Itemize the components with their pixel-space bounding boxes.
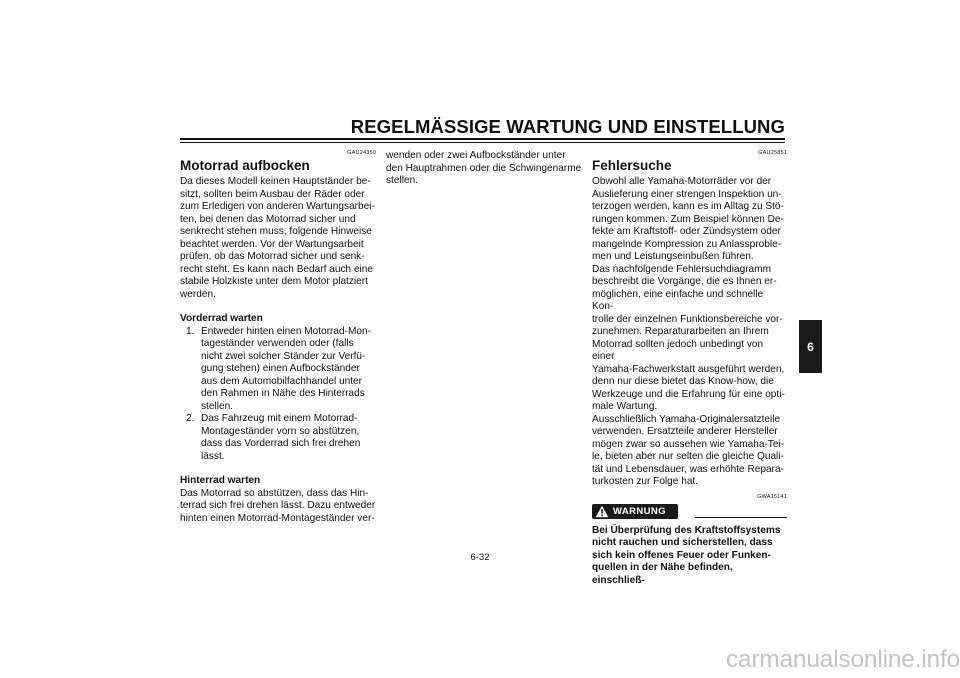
text-line: Obwohl alle Yamaha-Motorräder vor der — [592, 176, 772, 187]
text-line: sich kein offenes Feuer oder Funken- — [592, 549, 771, 561]
text-line: den Hauptrahmen oder die Schwingenarme — [386, 162, 582, 174]
step-number: 1. — [186, 325, 195, 337]
text-line: prüfen, ob das Motorrad sicher und senk- — [180, 251, 365, 262]
text-line: dass das Vorderrad sich frei drehen — [201, 438, 361, 449]
text-line: terrad sich frei drehen lässt. Dazu entweder — [180, 500, 376, 511]
text-line: quellen in der Nähe befinden, einschließ- — [592, 562, 733, 586]
text-line: Da dieses Modell keinen Hauptständer be- — [180, 176, 371, 187]
subheading-vorderrad: Vorderrad warten — [180, 313, 263, 324]
text-line: trolle der einzelnen Funktionsbereiche vor- — [592, 313, 783, 325]
text-line: zum Erledigen von anderen Wartungsarbei- — [180, 201, 375, 212]
text-line: hinten einen Motorrad-Montageständer ver- — [180, 512, 375, 524]
text-line: mögen zwar so aussehen wie Yamaha-Tei- — [592, 438, 785, 450]
text-line: gung stehen) einen Aufbockständer — [201, 363, 360, 374]
text-line: wenden oder zwei Aufbockständer unter — [386, 150, 566, 161]
text-line: zunehmen. Reparaturarbeiten an Ihrem — [592, 326, 769, 337]
text-line: Das Motorrad so abstützen, dass das Hin- — [180, 487, 369, 499]
text-line: möglichen, eine einfache und schnelle Kon- — [592, 288, 764, 312]
text-line: Auslieferung einer strengen Inspektion un- — [592, 188, 782, 200]
list-item — [180, 326, 376, 414]
text-line: recht steht. Es kann nach Bedarf auch eine — [180, 263, 374, 275]
text-line: nicht rauchen und sicherstellen, dass — [592, 537, 773, 548]
text-line: Entweder hinten einen Motorrad-Mon- — [201, 325, 372, 337]
text-line: mangelnde Kompression zu Anlassproble- — [592, 238, 782, 250]
section-title-fehlersuche: Fehlersuche — [592, 158, 672, 173]
text-line: verwenden. Ersatzteile anderer Hersteller — [592, 426, 778, 437]
warning-triangle-icon — [595, 505, 609, 518]
text-line: tät und Lebensdauer, was erhöhte Repara- — [592, 463, 784, 475]
troubleshooting-paragraph — [592, 176, 787, 489]
text-line: senkrecht stehen muss, folgende Hinweise — [180, 226, 372, 237]
text-line: rungen kommen. Zum Beispiel können De- — [592, 213, 784, 225]
text-line: werden. — [180, 288, 216, 300]
text-line: ten, bei denen das Motorrad sicher und — [180, 213, 356, 225]
warning-label: WARNUNG — [613, 505, 666, 517]
warning-badge — [592, 504, 678, 519]
text-line: beschreibt die Vorgänge, die es Ihnen er- — [592, 276, 777, 287]
column-right — [592, 150, 787, 587]
column-middle — [386, 150, 582, 188]
text-line: Montageständer vorn so abstützen, — [201, 425, 360, 437]
text-line: stellen. — [201, 400, 233, 412]
text-line: sitzt, sollten beim Ausbau der Räder oder — [180, 188, 365, 200]
section-code: GAU25851 — [758, 150, 787, 156]
warning-rule — [695, 517, 787, 518]
header-rule-thick — [180, 138, 785, 140]
text-line: Das nachfolgende Fehlersuchdiagramm — [592, 263, 771, 275]
list-item — [180, 413, 376, 463]
text-line: Werkzeuge und die Erfahrung für eine opti- — [592, 388, 785, 400]
header-rule-thin — [180, 142, 785, 143]
text-line: tageständer verwenden oder (falls — [201, 338, 354, 349]
text-line: Yamaha-Fachwerkstatt ausgeführt werden, — [592, 363, 785, 375]
text-line: stabile Holzkiste unter dem Motor platziert — [180, 276, 368, 287]
text-line: Ausschließlich Yamaha-Originalersatzteile — [592, 413, 781, 425]
text-line: male Wartung. — [592, 401, 658, 412]
page-header-title: REGELMÄSSIGE WARTUNG UND EINSTELLUNG — [350, 116, 785, 137]
warning-code: GWA15141 — [757, 493, 787, 500]
subheading-hinterrad: Hinterrad warten — [180, 475, 261, 486]
warning-text — [592, 525, 787, 588]
text-line: stellen. — [386, 175, 418, 186]
page-number: 6-32 — [470, 552, 490, 563]
text-line: den Rahmen in Nähe des Hinterrads — [201, 388, 365, 399]
chapter-tab: 6 — [799, 320, 822, 373]
text-line: aus dem Automobilfachhandel unter — [201, 375, 363, 387]
section-title-motorrad-aufbocken: Motorrad aufbocken — [180, 158, 310, 173]
step-number: 2. — [186, 413, 195, 424]
rear-paragraph-continued — [386, 150, 582, 188]
text-line: Das Fahrzeug mit einem Motorrad- — [201, 413, 358, 424]
text-line: denn nur diese bietet das Know-how, die — [592, 376, 774, 387]
intro-paragraph — [180, 176, 376, 301]
section-code: GAU24350 — [347, 150, 376, 156]
rear-paragraph — [180, 488, 376, 526]
warning-header — [592, 504, 787, 522]
text-line: nicht zwei solcher Ständer zur Verfü- — [201, 350, 366, 362]
text-line: Bei Überprüfung des Kraftstoffsystems — [592, 524, 781, 536]
text-line: men und Leistungseinbußen führen. — [592, 251, 754, 262]
text-line: le, bieten aber nur selten die gleiche Quali- — [592, 451, 784, 462]
column-left — [180, 150, 376, 525]
text-line: Motorrad sollten jedoch unbedingt von einer — [592, 338, 764, 362]
watermark: carmanualsonline.info — [725, 646, 960, 673]
text-line: beachtet werden. Vor der Wartungsarbeit — [180, 238, 364, 250]
text-line: turkosten zur Folge hat. — [592, 476, 699, 487]
front-steps-list — [180, 326, 376, 464]
text-line: lässt. — [201, 450, 225, 462]
text-line: fekte am Kraftstoff- oder Zündsystem oder — [592, 226, 781, 237]
text-line: terzogen werden, kann es im Alltag zu Stö- — [592, 201, 784, 212]
